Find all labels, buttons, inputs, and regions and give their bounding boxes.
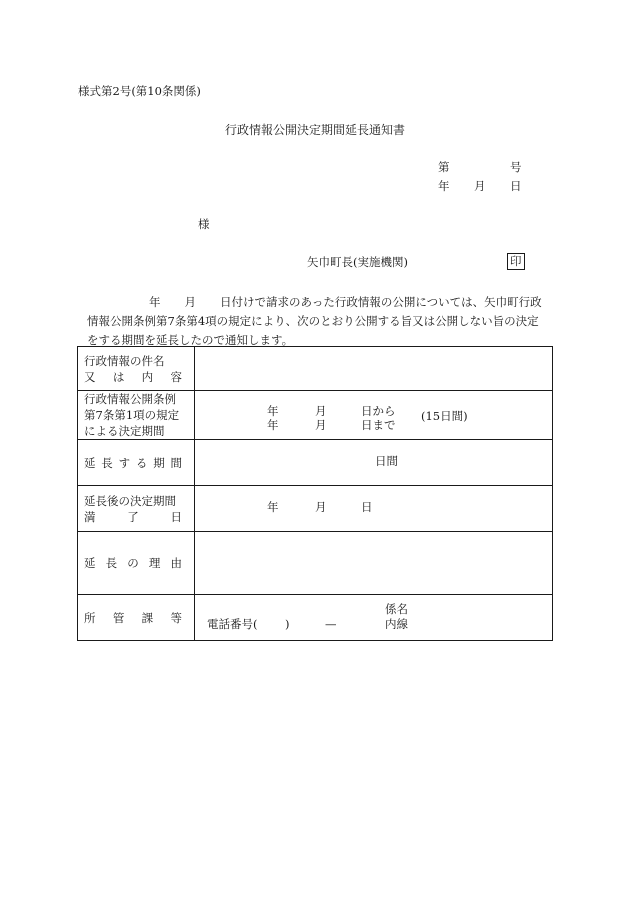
table-row-extension-period	[78, 440, 553, 486]
value-decision-period	[195, 391, 553, 440]
label-char: 長	[101, 455, 113, 470]
phone-close: )	[285, 617, 290, 631]
notice-table	[77, 346, 553, 641]
table-row-new-deadline	[78, 486, 553, 532]
label-decision-line3: による決定期間	[84, 424, 165, 438]
label-char: る	[135, 455, 148, 470]
phone-label: 電話番号(	[207, 617, 258, 631]
label-char: 満	[84, 509, 96, 524]
value-extension-period	[195, 440, 553, 486]
label-decision-line1: 行政情報公開条例	[84, 392, 176, 406]
deadline-month: 月	[315, 500, 327, 514]
value-new-deadline	[195, 486, 553, 532]
label-char: 容	[170, 369, 182, 384]
label-char: 延	[84, 455, 96, 470]
document-title: 行政情報公開決定期間延長通知書	[224, 123, 405, 137]
label-department	[78, 595, 195, 641]
notice-line-1-text: 日付けで請求のあった行政情報の公開については、矢巾町行政	[220, 295, 542, 309]
label-char: 期	[153, 455, 165, 470]
doc-number-prefix: 第	[438, 160, 450, 174]
notice-body	[87, 293, 557, 350]
label-char: の	[127, 556, 139, 570]
addressee-honorific: 様	[198, 217, 210, 231]
from-month: 月	[315, 403, 327, 418]
to-year: 年	[267, 417, 279, 432]
to-month: 月	[315, 417, 327, 432]
label-reason	[78, 532, 195, 595]
value-subject	[195, 347, 553, 391]
notice-line-1	[87, 293, 557, 312]
label-new-deadline	[78, 486, 195, 532]
to-day: 日まで	[361, 417, 396, 432]
notice-year: 年	[149, 295, 161, 309]
label-char: 由	[170, 556, 182, 570]
label-char: 又	[84, 369, 96, 384]
phone-dash: —	[325, 617, 337, 631]
table-row-subject	[78, 347, 553, 391]
label-reason-text	[84, 555, 182, 571]
label-char: 了	[127, 509, 139, 524]
label-char: 管	[112, 610, 125, 625]
doc-date-day: 日	[510, 179, 522, 193]
form-number: 様式第2号(第10条関係)	[78, 84, 201, 98]
seal-mark: 印	[507, 253, 525, 270]
notice-line-2: 情報公開条例第7条第4項の規定により、次のとおり公開する旨又は公開しない旨の決定	[87, 314, 539, 328]
period-days-note: (15日間)	[421, 408, 468, 423]
from-year: 年	[267, 403, 279, 418]
label-decision-line2: 第7条第1項の規定	[84, 408, 180, 422]
table-row-reason	[78, 532, 553, 595]
label-subject-line2	[84, 369, 182, 385]
notice-line-3: をする期間を延長したので通知します。	[87, 333, 294, 347]
label-char: 課	[141, 610, 154, 625]
notice-month: 月	[184, 295, 196, 309]
label-char: 理	[148, 556, 161, 570]
deadline-day: 日	[361, 500, 373, 514]
issuer-name: 矢巾町長(実施機関)	[307, 255, 408, 269]
doc-date-year: 年	[438, 179, 450, 193]
label-extension-period-text	[84, 455, 182, 471]
table-row-department	[78, 595, 553, 641]
label-char: 長	[105, 556, 118, 570]
label-char: 内	[141, 369, 154, 384]
label-new-deadline-line2	[84, 509, 182, 525]
extension-label: 内線	[385, 617, 408, 631]
label-subject-line1: 行政情報の件名	[84, 353, 165, 368]
label-decision-period	[78, 391, 195, 440]
value-reason	[195, 532, 553, 595]
label-char: 所	[84, 610, 96, 625]
label-extension-period	[78, 440, 195, 486]
section-name-label: 係名	[385, 602, 408, 616]
doc-date-month: 月	[474, 179, 486, 193]
label-subject	[78, 347, 195, 391]
label-department-text	[84, 610, 182, 626]
label-char: は	[112, 369, 125, 384]
doc-number-suffix: 号	[510, 160, 522, 174]
extension-days: 日間	[375, 454, 398, 468]
label-char: 延	[84, 556, 96, 570]
label-char: 日	[170, 509, 182, 524]
label-new-deadline-line1: 延長後の決定期間	[84, 493, 176, 508]
label-char: す	[118, 455, 131, 470]
from-day: 日から	[361, 403, 396, 418]
deadline-year: 年	[267, 500, 279, 514]
label-char: 等	[170, 610, 182, 625]
value-department	[195, 595, 553, 641]
table-row-decision-period	[78, 391, 553, 440]
label-char: 間	[170, 455, 182, 470]
